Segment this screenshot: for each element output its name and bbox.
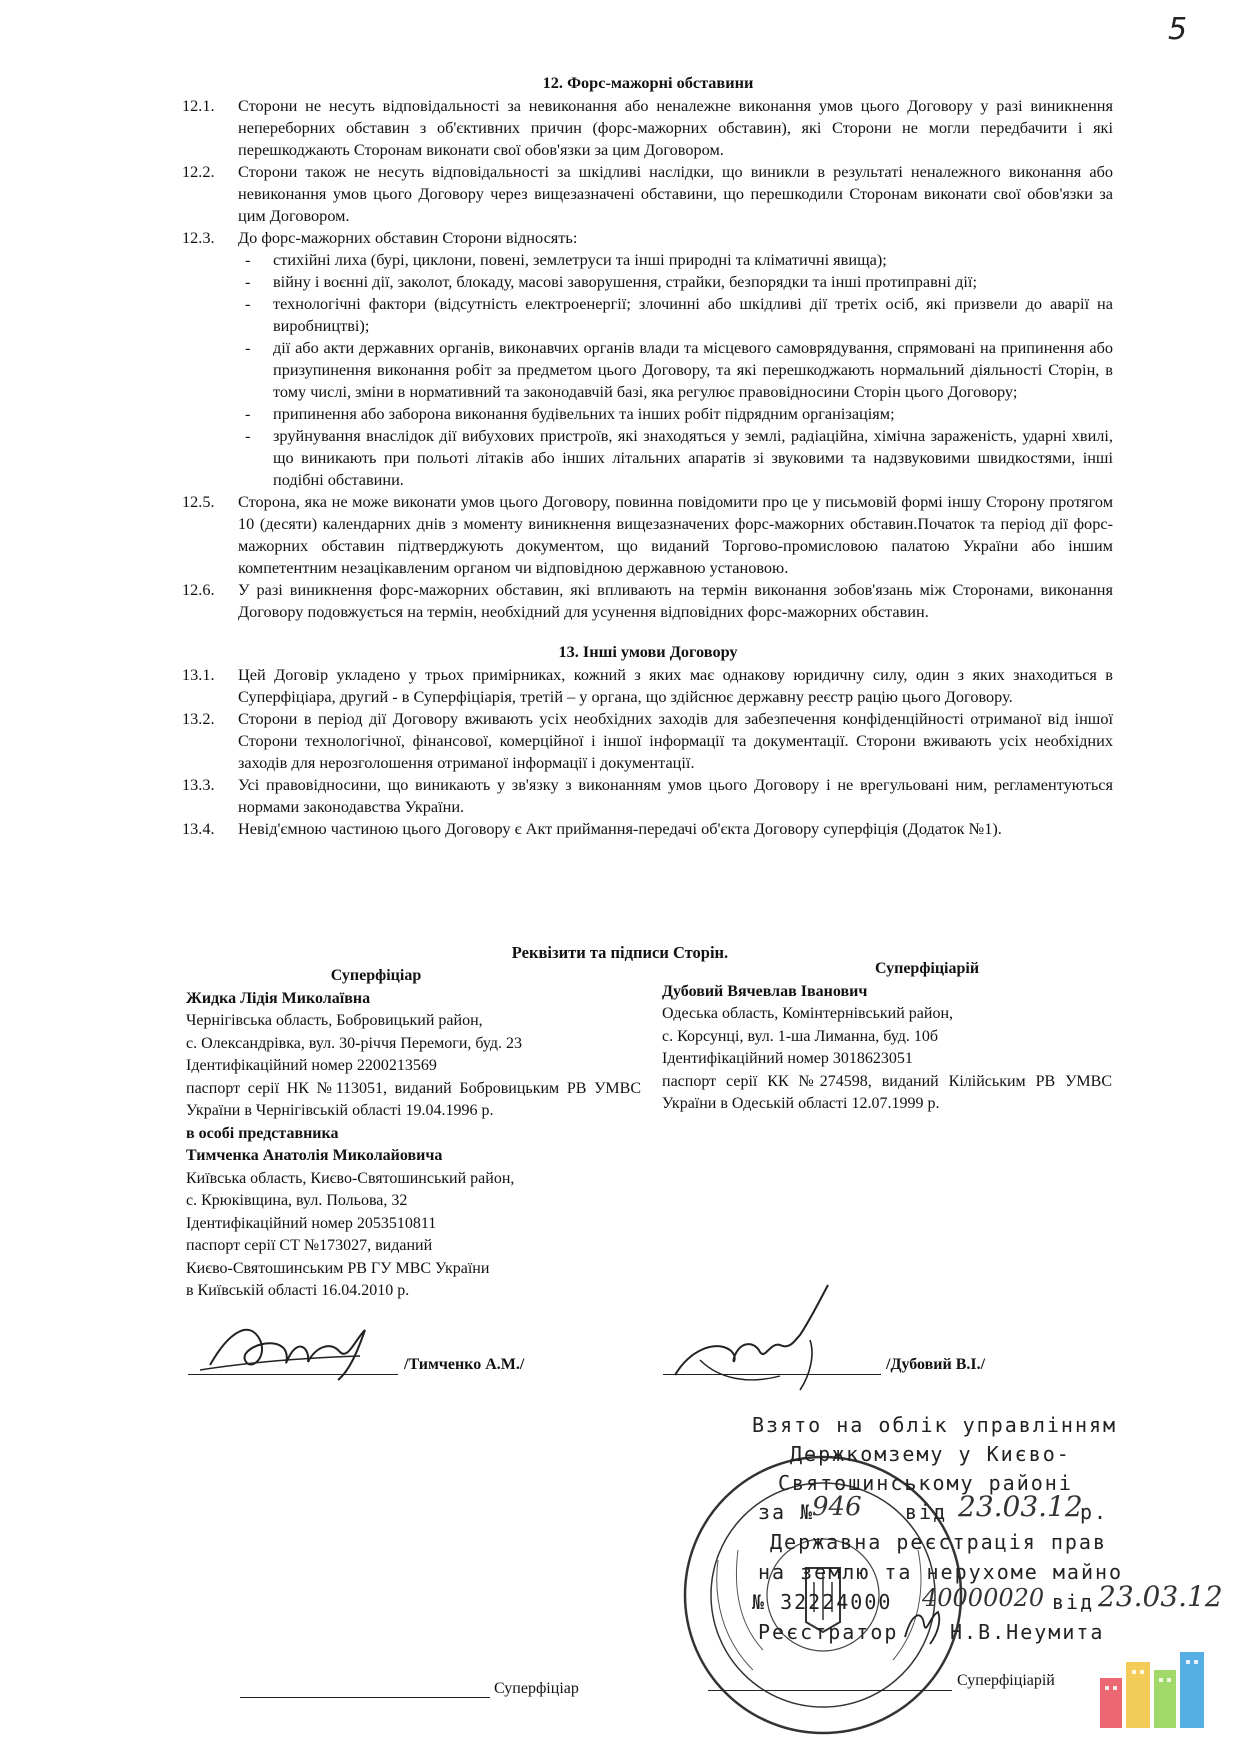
passport-line: в Київській області 16.04.2010 р. [186, 1282, 410, 1299]
clause-13-4 [183, 818, 1113, 840]
clause-number: 12.2. [182, 162, 215, 181]
stamp-line: Реєстратор [758, 1620, 899, 1644]
clause-text: Сторона, яка не може виконати умов цього Договору, повинна повідомити про це у письмовій формі іншу Сторону протягом 10 (десяти) календарних днів з моменту виникнення вищезазначених форс-мажорних обставин.Початок та період дії форс-мажорних обставин підтверджують документом, що виданий Торгово-промисловою палатою України або іншим компетентним незацікавленим органом чи відповідною державною установою. [238, 492, 1113, 577]
clause-text: Невід'ємною частиною цього Договору є Акт приймання-передачі об'єкта Договору суперфіція (Додаток №1). [238, 819, 1002, 838]
signatory-name-right: /Дубовий В.І./ [886, 1356, 986, 1373]
clause-12-1 [183, 95, 1113, 161]
stamp-line: від [905, 1500, 948, 1524]
list-item: - стихійні лиха (бурі, циклони, повені, землетруси та інші природні та кліматичні явища); [239, 249, 1113, 271]
id-number: Ідентифікаційний номер 2053510811 [186, 1214, 437, 1232]
address-line: Київська область, Києво-Святошинський район, [186, 1169, 515, 1187]
clause-12-6 [183, 579, 1113, 623]
signature-right-icon [660, 1280, 870, 1400]
page-number: 5 [1168, 12, 1188, 47]
clause-text: Цей Договір укладено у трьох примірниках, кожний з яких має однакову юридичну силу, один з яких знаходиться в Суперфіціара, другий - в Суперфіціарія, третій – у органа, що здійснює державну реєстр рацію цього Договору. [238, 665, 1113, 706]
clause-text: Сторони також не несуть відповідальності за шкідливі наслідки, що виникли в результаті неналежного виконання або невиконання умов цього Договору через вищезазначені обставини, що перешкодили Сторонам виконати свої обов'язки за цим Договором. [238, 162, 1113, 225]
address-line: с. Олександрівка, вул. 30-річчя Перемоги, буд. 23 [186, 1034, 523, 1052]
section-12-title: 12. Форс-мажорні обставини [542, 73, 754, 92]
stamp-line: за № [758, 1500, 815, 1524]
handwritten-number: 946 [812, 1492, 862, 1522]
passport-line: паспорт серії СТ №173027, виданий [186, 1237, 433, 1254]
superficiary-header: Суперфіціарій [874, 960, 980, 977]
clause-text: У разі виникнення форс-мажорних обставин, які впливають на термін виконання зобов'язань між Сторонами, виконання Договору подовжується на термін, необхідний для усунення відповідних форс-мажорних обставин. [238, 580, 1113, 621]
superficiar-header: Суперфіціар [330, 967, 422, 984]
handwritten-registration-number: 40000020 [922, 1584, 1045, 1612]
bottom-signature-line-left [240, 1697, 490, 1698]
clause-12-2 [183, 161, 1113, 227]
list-item: - припинення або заборона виконання будівельних та інших робіт підрядним організаціям; [239, 403, 1113, 425]
clause-number: 12.3. [182, 228, 215, 247]
force-majeure-list [239, 249, 1113, 491]
address-line: Чернігівська область, Бобровицький район, [186, 1012, 483, 1029]
requisites-title: Реквізити та підписи Сторін. [511, 943, 729, 962]
corner-watermark-icon [1098, 1640, 1208, 1730]
list-item-text: технологічні фактори (відсутність електроенергії; злочинні або шкідливі дії третіх осіб, які призвели до аварії на виробництві); [273, 294, 1113, 335]
address-line: Одеська область, Комінтернівський район, [662, 1005, 954, 1022]
passport-details: паспорт серії НК №113051, виданий Бобровицьким РВ УМВС України в Чернігівській області 19.04.1996 р. [186, 1079, 641, 1119]
clause-number: 12.5. [182, 492, 215, 511]
list-item: - війну і воєнні дії, заколот, блокаду, масові заворушення, страйки, безпорядки та інші протиправні дії; [239, 271, 1113, 293]
signature-left-icon [190, 1310, 390, 1390]
handwritten-date: 23.03.12 [958, 1490, 1083, 1523]
representative-name: Тимченка Анатолія Миколайовича [186, 1147, 443, 1164]
bottom-label-superficiar: Суперфіціар [494, 1680, 579, 1697]
id-number: Ідентифікаційний номер 2200213569 [186, 1057, 437, 1074]
clause-text: Сторони в період дії Договору вживають усіх необхідних заходів для забезпечення конфіденційності отриманої від іншої Сторони технологічної, фінансової, комерційної і іншої інформації та документації. Сторони вживають усіх необхідних заходів для нерозголошення отриманої інформації і документації. [238, 709, 1113, 772]
clause-number: 13.2. [182, 709, 215, 728]
handwritten-registration-date: 23.03.12 [1098, 1580, 1223, 1613]
clause-number: 13.3. [182, 775, 215, 794]
superficiar-block [186, 965, 646, 1303]
list-item: - дії або акти державних органів, виконавчих органів влади та місцевого самоврядування, спрямовані на припинення або призупинення виконання робіт за предметом цього Договору, та які перешкоджають нормальний діяльності Сторін, в тому числі, зміни в нормативний та законодавчій базі, яка регулює правовідносини Сторін цього Договору; [245, 338, 1113, 401]
address-line: с. Корсунці, вул. 1-ша Лиманна, буд. 10б [662, 1027, 939, 1045]
clause-number: 12.6. [182, 580, 215, 599]
clause-number: 12.1. [182, 96, 215, 115]
passport-line: Києво-Святошинським РВ ГУ МВС України [186, 1259, 490, 1277]
signatory-name-left: /Тимченко А.М./ [404, 1356, 525, 1373]
clause-12-5 [183, 491, 1113, 579]
superficiary-block [662, 958, 1112, 1116]
stamp-line: Держкомзему у Києво- [790, 1442, 1071, 1466]
clause-number: 13.4. [182, 819, 215, 838]
list-item-text: війну і воєнні дії, заколот, блокаду, масові заворушення, страйки, безпорядки та інші протиправні дії; [273, 272, 977, 291]
passport-details: паспорт серії КК №274598, виданий Кілійським РВ УМВС України в Одеській області 12.07.1999 р. [662, 1072, 1112, 1112]
list-item-text: дії або акти державних органів, виконавчих органів влади та місцевого самоврядування, спрямовані на припинення або призупинення виконання робіт за предметом цього Договору, та які перешкоджають нормальний діяльності Сторін, в тому числі, зміни в нормативний та законодавчій базі, яка регулює правовідносини Сторін цього Договору; [273, 338, 1113, 401]
list-item-text: зруйнування внаслідок дії вибухових пристроїв, які знаходяться у землі, радіаційна, хімічна зараженість, ударні хвилі, що виникають при польоті літаків або інших літальних апаратів зі звуковими та надзвуковими швидкостями, інші подібні обставини. [273, 426, 1113, 489]
stamp-line: р. [1080, 1500, 1109, 1524]
list-item: - зруйнування внаслідок дії вибухових пристроїв, які знаходяться у землі, радіаційна, хімічна зараженість, ударні хвилі, що виникають при польоті літаків або інших літальних апаратів зі звуковими та надзвуковими швидкостями, інші подібні обставини. [245, 426, 1113, 489]
clause-text: Сторони не несуть відповідальності за невиконання або неналежне виконання умов цього Договору у разі виникнення непереборних обставин з об'єктивних причин (форс-мажорних обставин), які Сторони не могли передбачити і які перешкоджають Сторонам виконати свої обов'язки за цим Договором. [238, 96, 1113, 159]
superficiar-name: Жидка Лідія Миколаївна [186, 989, 371, 1007]
registrar-signature-icon [900, 1602, 950, 1647]
representative-label: в особі представника [186, 1124, 339, 1142]
stamp-line: від [1052, 1590, 1095, 1614]
bottom-signature-line-right [708, 1690, 952, 1691]
list-item-text: припинення або заборона виконання будівельних та інших робіт підрядним організаціям; [273, 404, 895, 423]
stamp-line: Взято на облік управлінням [752, 1413, 1118, 1437]
clause-text: Усі правовідносини, що виникають у зв'язку з виконанням умов цього Договору і не врегульовані ним, регламентуються нормами законодавства України. [238, 775, 1113, 816]
clause-text: До форс-мажорних обставин Сторони відносять: [238, 228, 578, 247]
clause-number: 13.1. [182, 665, 215, 684]
stamp-line: Державна реєстрація прав [770, 1530, 1107, 1554]
clause-12-3 [183, 227, 1113, 249]
clause-13-3 [183, 774, 1113, 818]
list-item-text: стихійні лиха (бурі, циклони, повені, землетруси та інші природні та кліматичні явища); [273, 250, 887, 269]
stamp-line: Н.В.Неумита [950, 1620, 1105, 1644]
stamp-line: на землю та нерухоме майно [758, 1560, 1124, 1584]
bottom-label-superficiary: Суперфіціарій [957, 1672, 1055, 1689]
stamp-line: № 32224000 [752, 1590, 893, 1614]
section-13-title: 13. Інші умови Договору [558, 642, 738, 661]
stamp-line: Святошинському районі [778, 1471, 1073, 1495]
clause-13-2 [183, 708, 1113, 774]
address-line: с. Крюківщина, вул. Польова, 32 [186, 1192, 408, 1209]
list-item: - технологічні фактори (відсутність електроенергії; злочинні або шкідливі дії третіх осіб, які призвели до аварії на виробництві); [245, 294, 1113, 335]
id-number: Ідентифікаційний номер 3018623051 [662, 1050, 913, 1067]
superficiary-name: Дубовий Вячевлав Іванович [662, 982, 868, 1000]
contract-body [183, 70, 1113, 840]
clause-13-1 [183, 664, 1113, 708]
